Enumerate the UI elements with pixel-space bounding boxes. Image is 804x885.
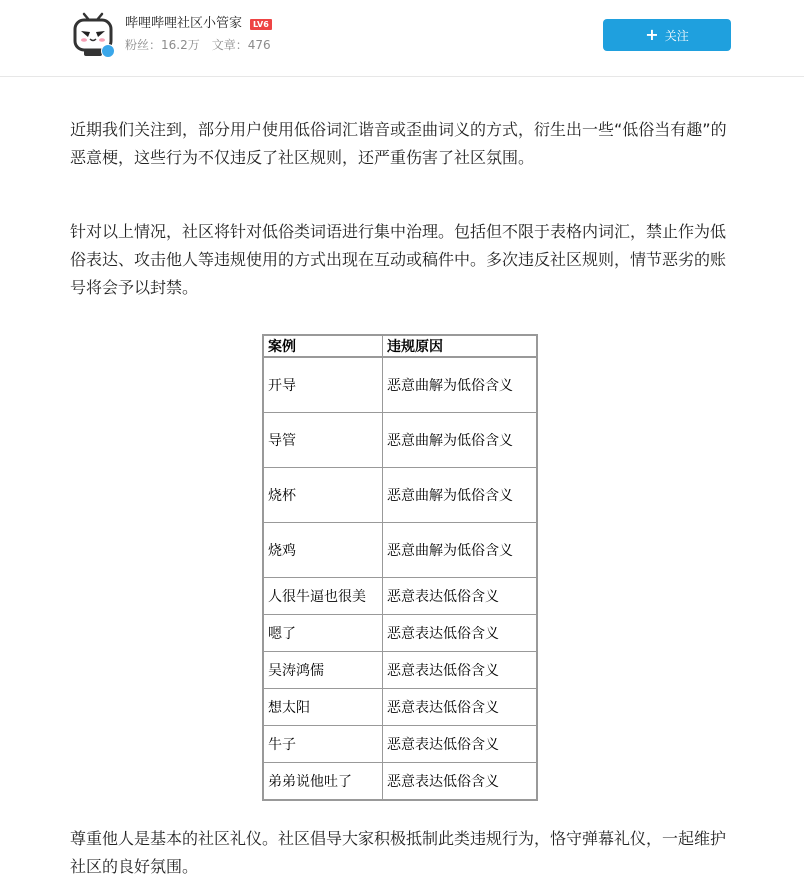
table-row <box>263 763 537 801</box>
table-row <box>263 652 537 689</box>
articles-count: 476 <box>247 38 271 52</box>
table-row <box>263 468 537 523</box>
author-stats <box>125 37 271 53</box>
reason-cell: 恶意表达低俗含义 <box>383 763 538 801</box>
article-paragraph-1: 近期我们关注到，部分用户使用低俗词汇谐音或歪曲词义的方式，衍生出一些“低俗当有趣”的恶意梗，这些行为不仅违反了社区规则，还严重伤害了社区氛围。 <box>70 120 727 167</box>
table-row <box>263 357 537 413</box>
articles-label: 文章： <box>211 38 248 52</box>
case-cell: 烧杯 <box>263 468 383 523</box>
follow-button[interactable] <box>603 19 731 51</box>
case-cell: 牛子 <box>263 726 383 763</box>
reason-cell: 恶意曲解为低俗含义 <box>383 468 538 523</box>
article-paragraph-2: 针对以上情况，社区将针对低俗类词语进行集中治理。包括但不限于表格内词汇，禁止作为低俗表达、攻击他人等违规使用的方式出现在互动或稿件中。多次违反社区规则，情节恶劣的账号将会予以封禁。 <box>70 222 727 297</box>
followers-count: 16.2万 <box>161 38 200 52</box>
author-name[interactable]: 哔哩哔哩社区小管家 <box>125 16 243 31</box>
reason-cell: 恶意表达低俗含义 <box>383 578 538 615</box>
table-header-reason: 违规原因 <box>383 335 538 357</box>
follow-button-label: 关注 <box>664 28 689 43</box>
author-header <box>0 0 804 77</box>
case-cell: 想太阳 <box>263 689 383 726</box>
case-cell: 吴涛鸿儒 <box>263 652 383 689</box>
reason-cell: 恶意表达低俗含义 <box>383 615 538 652</box>
violation-table <box>262 334 538 801</box>
table-header-row <box>263 335 537 357</box>
reason-cell: 恶意曲解为低俗含义 <box>383 357 538 413</box>
author-name-row <box>125 15 272 33</box>
article-paragraph-3: 尊重他人是基本的社区礼仪。社区倡导大家积极抵制此类违规行为，恪守弹幕礼仪，一起维护社区的良好氛围。 <box>70 829 727 876</box>
table-header-case: 案例 <box>263 335 383 357</box>
table-row <box>263 578 537 615</box>
case-cell: 人很牛逼也很美 <box>263 578 383 615</box>
case-cell: 嗯了 <box>263 615 383 652</box>
level-badge: LV6 <box>250 19 272 30</box>
followers-stat <box>125 38 200 52</box>
reason-cell: 恶意表达低俗含义 <box>383 726 538 763</box>
verified-badge-icon <box>101 44 115 58</box>
table-row <box>263 615 537 652</box>
reason-cell: 恶意表达低俗含义 <box>383 652 538 689</box>
followers-label: 粉丝： <box>125 38 162 52</box>
case-cell: 烧鸡 <box>263 523 383 578</box>
table-row <box>263 523 537 578</box>
reason-cell: 恶意表达低俗含义 <box>383 689 538 726</box>
plus-icon: + <box>645 25 659 44</box>
articles-stat <box>212 38 271 52</box>
case-cell: 导管 <box>263 413 383 468</box>
reason-cell: 恶意曲解为低俗含义 <box>383 523 538 578</box>
article-content <box>70 116 735 881</box>
table-row <box>263 689 537 726</box>
reason-cell: 恶意曲解为低俗含义 <box>383 413 538 468</box>
table-row <box>263 726 537 763</box>
case-cell: 弟弟说他吐了 <box>263 763 383 801</box>
case-cell: 开导 <box>263 357 383 413</box>
table-row <box>263 413 537 468</box>
